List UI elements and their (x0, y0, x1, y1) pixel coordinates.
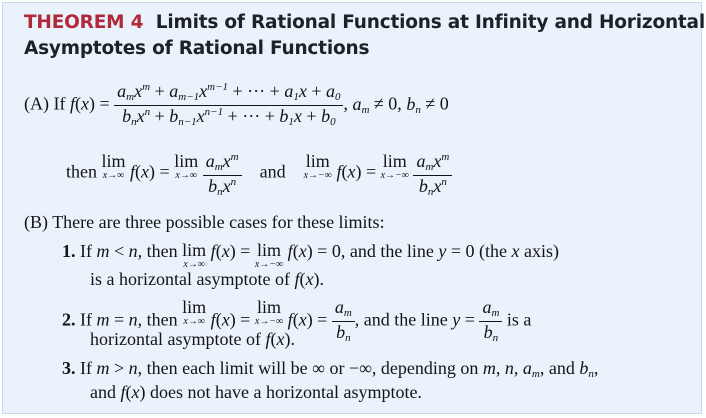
coefficient-condition: , $a_m \ne 0$, $b_n \ne 0$ (343, 93, 449, 116)
case-3-line2: and f(x) does not have a horizontal asymptote. (90, 382, 422, 402)
case-2-line1: 2. If m = n, then lim x→∞ f(x) = lim x→−∞ f(x) = $\frac{a_m}{b_n}$ , and the line y = $\frac{a_m}{b_n}$ is a (62, 297, 532, 344)
theorem-title-line1 (24, 12, 705, 33)
case-3-line1: 3. If m > n, then each limit will be ∞ or −∞, depending on m, n, $a_m$, and $b_n$, (62, 358, 599, 380)
theorem-box (2, 2, 702, 414)
case-3-number: 3. (62, 358, 76, 378)
case-1-line2: is a horizontal asymptote of f(x). (90, 269, 324, 289)
if-word: If (53, 93, 66, 114)
part-a-label: (A) (24, 93, 49, 114)
part-b-intro-text: There are three possible cases for these limits: (52, 212, 385, 232)
theorem-number: THEOREM 4 (24, 12, 144, 33)
then-word: then (66, 161, 97, 182)
part-a-definition: (A) If f(x) = $\frac{a_mx^m + a_{m-1}x^{m-1} + \cdot\cdot\cdot + a_1x + a_0}{b_nx^n + b_{n-1}x^{n-1} + \cdot\cdot\cdot + b_1x + b_0}$ , $a_m \ne 0$, $b_n \ne 0$ (24, 81, 449, 128)
theorem-title: Limits of Rational Functions at Infinity and Horizontal (155, 12, 705, 33)
theorem-title-line2: Asymptotes of Rational Functions (24, 38, 370, 59)
case-1-number: 1. (62, 241, 76, 261)
case-1-line1: 1. If m < n, then lim x→∞ f(x) = lim x→−∞ f(x) = 0, and the line y = 0 (the x axis) (62, 240, 559, 270)
case-2-number: 2. (62, 309, 76, 330)
part-b-label: (B) (24, 212, 48, 232)
part-b-intro (24, 212, 385, 233)
part-a-limits: then lim x→∞ f(x) = lim x→∞ $\frac{a_mx^m}{b_nx^n}$ and lim x→−∞ f(x) = lim x→−∞ $\frac{a_mx^m}{b_nx^n}$ (66, 152, 452, 198)
and-word: and (259, 161, 286, 182)
rational-function-fraction: $\frac{a_mx^m + a_{m-1}x^{m-1} + \cdot\cdot\cdot + a_1x + a_0}{b_nx^n + b_{n-1}x^{n-1} + \cdot\cdot\cdot + b_1x + b_0}$ (114, 82, 343, 128)
case-2-line2: horizontal asymptote of f(x). (90, 329, 295, 349)
